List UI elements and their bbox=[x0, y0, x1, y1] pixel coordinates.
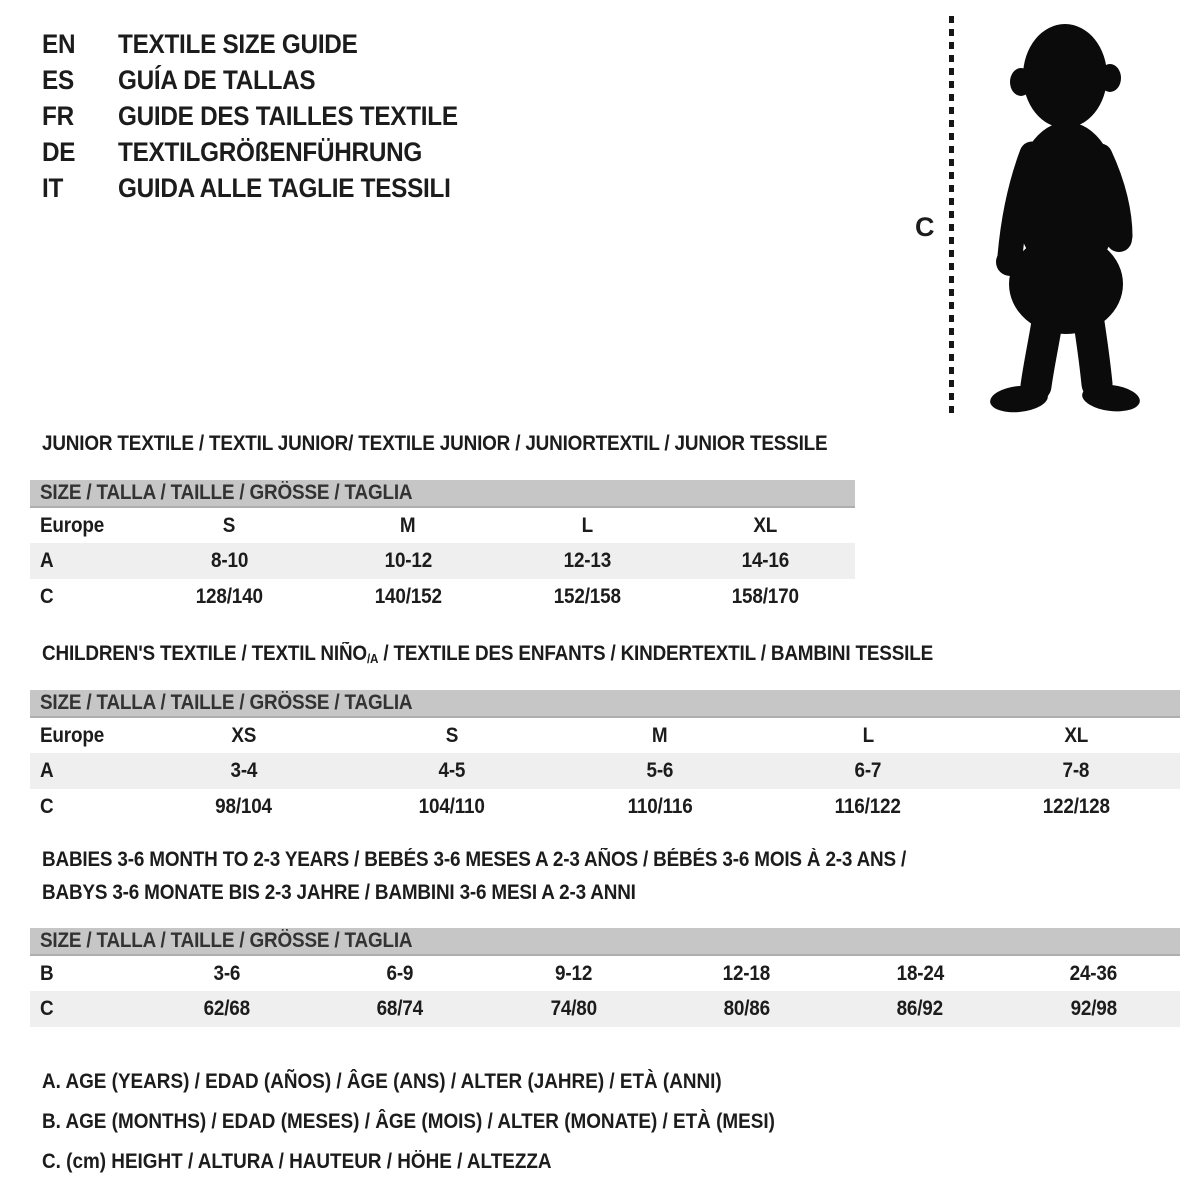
size-header-bar bbox=[30, 690, 1180, 717]
table-row-age bbox=[30, 753, 1180, 789]
lang-row-fr bbox=[42, 98, 496, 134]
measure-legend bbox=[42, 1062, 856, 1182]
table-row-height bbox=[30, 991, 1180, 1027]
cell-value: 5-6 bbox=[646, 759, 674, 782]
lang-code-it: IT bbox=[42, 172, 64, 203]
region-label: Europe bbox=[40, 513, 105, 537]
table-row-region bbox=[30, 507, 855, 543]
table-row-height bbox=[30, 579, 855, 615]
size-header-bar bbox=[30, 480, 855, 507]
col-size-m: M bbox=[652, 723, 668, 747]
lang-code-de: DE bbox=[42, 136, 76, 167]
cell-value: 86/92 bbox=[896, 997, 944, 1020]
table-row-age bbox=[30, 543, 855, 579]
cell-value: 98/104 bbox=[215, 795, 273, 818]
children-section-title: CHILDREN'S TEXTILE / TEXTIL NIÑO/A / TEXTILE DES ENFANTS / KINDERTEXTIL / BAMBINI TESSILE bbox=[42, 642, 934, 666]
cell-value: 116/122 bbox=[834, 795, 902, 818]
col-size-s: S bbox=[445, 723, 459, 747]
height-measure-line bbox=[949, 16, 954, 414]
cell-value: 12-18 bbox=[722, 961, 771, 985]
cell-value: 122/128 bbox=[1042, 795, 1110, 818]
col-size-l: L bbox=[862, 723, 874, 747]
region-label: Europe bbox=[40, 723, 105, 747]
cell-value: 140/152 bbox=[374, 585, 442, 608]
cell-value: 62/68 bbox=[203, 997, 250, 1020]
cell-value: 128/140 bbox=[195, 585, 263, 608]
cell-value: 80/86 bbox=[723, 997, 770, 1020]
cell-value: 7-8 bbox=[1062, 759, 1090, 782]
cell-value: 18-24 bbox=[896, 961, 944, 985]
lang-row-es bbox=[42, 62, 496, 98]
size-header-label: SIZE / TALLA / TAILLE / GRÖSSE / TAGLIA bbox=[40, 481, 413, 504]
baby-silhouette-icon bbox=[967, 18, 1159, 418]
lang-title-fr: GUIDE DES TAILLES TEXTILE bbox=[118, 100, 458, 131]
table-row-region bbox=[30, 717, 1180, 753]
lang-row-en bbox=[42, 26, 496, 62]
babies-section-title: BABIES 3-6 MONTH TO 2-3 YEARS / BEBÉS 3-6 MESES A 2-3 AÑOS / BÉBÉS 3-6 MOIS À 2-3 ANS / BABYS 3-6 MONATE BIS 2-3 JAHRE / BAMBINI 3-6 MESI A 2-3 ANNI bbox=[42, 848, 907, 904]
lang-title-de: TEXTILGRÖßENFÜHRUNG bbox=[118, 136, 423, 167]
row-label-a: A bbox=[40, 759, 54, 782]
lang-row-it bbox=[42, 170, 496, 206]
cell-value: 6-9 bbox=[386, 961, 414, 985]
size-header-label: SIZE / TALLA / TAILLE / GRÖSSE / TAGLIA bbox=[40, 691, 413, 714]
table-row-height bbox=[30, 789, 1180, 825]
legend-line-age-years: A. AGE (YEARS) / EDAD (AÑOS) / ÂGE (ANS) / ALTER (JAHRE) / ETÀ (ANNI) bbox=[42, 1070, 722, 1093]
lang-row-de bbox=[42, 134, 496, 170]
cell-value: 74/80 bbox=[550, 997, 597, 1020]
cell-value: 9-12 bbox=[554, 961, 592, 985]
lang-title-it: GUIDA ALLE TAGLIE TESSILI bbox=[118, 172, 451, 203]
cell-value: 10-12 bbox=[384, 549, 432, 572]
cell-value: 104/110 bbox=[418, 795, 486, 818]
junior-section-title: JUNIOR TEXTILE / TEXTIL JUNIOR/ TEXTILE JUNIOR / JUNIORTEXTIL / JUNIOR TESSILE bbox=[42, 432, 828, 455]
legend-line-height-cm: C. (cm) HEIGHT / ALTURA / HAUTEUR / HÖHE / ALTEZZA bbox=[42, 1150, 552, 1173]
height-figure bbox=[905, 8, 1185, 420]
lang-code-es: ES bbox=[42, 64, 74, 95]
table-row-age-months bbox=[30, 955, 1180, 991]
cell-value: 3-4 bbox=[230, 759, 258, 782]
cell-value: 110/116 bbox=[627, 795, 693, 818]
row-label-b: B bbox=[40, 961, 54, 985]
col-size-xs: XS bbox=[231, 723, 257, 747]
cell-value: 3-6 bbox=[213, 961, 241, 985]
row-label-c: C bbox=[40, 585, 54, 608]
cell-value: 12-13 bbox=[563, 549, 611, 572]
row-label-c: C bbox=[40, 795, 54, 818]
lang-code-fr: FR bbox=[42, 100, 74, 131]
col-size-m: M bbox=[400, 513, 416, 537]
cell-value: 4-5 bbox=[438, 759, 466, 782]
lang-code-en: EN bbox=[42, 28, 76, 59]
cell-value: 8-10 bbox=[210, 549, 248, 572]
cell-value: 24-36 bbox=[1069, 961, 1118, 985]
lang-title-en: TEXTILE SIZE GUIDE bbox=[118, 28, 358, 59]
cell-value: 92/98 bbox=[1070, 997, 1117, 1020]
row-label-a: A bbox=[40, 549, 54, 572]
cell-value: 14-16 bbox=[741, 549, 790, 572]
language-title-list bbox=[42, 26, 496, 206]
lang-title-es: GUÍA DE TALLAS bbox=[118, 64, 316, 95]
legend-line-age-months: B. AGE (MONTHS) / EDAD (MESES) / ÂGE (MOIS) / ALTER (MONATE) / ETÀ (MESI) bbox=[42, 1110, 775, 1133]
nino-a-subscript: /A bbox=[366, 651, 379, 666]
cell-value: 68/74 bbox=[376, 997, 424, 1020]
col-size-xl: XL bbox=[1064, 723, 1088, 747]
cell-value: 152/158 bbox=[553, 585, 621, 608]
col-size-l: L bbox=[581, 513, 593, 537]
junior-size-table bbox=[30, 480, 855, 615]
col-size-s: S bbox=[223, 513, 236, 537]
size-header-bar bbox=[30, 928, 1180, 955]
cell-value: 158/170 bbox=[732, 585, 800, 608]
height-measure-label: C bbox=[915, 212, 935, 242]
row-label-c: C bbox=[40, 997, 54, 1020]
col-size-xl: XL bbox=[753, 513, 778, 537]
babies-size-table bbox=[30, 928, 1180, 1027]
size-header-label: SIZE / TALLA / TAILLE / GRÖSSE / TAGLIA bbox=[40, 929, 413, 952]
children-size-table bbox=[30, 690, 1180, 825]
cell-value: 6-7 bbox=[854, 759, 882, 782]
